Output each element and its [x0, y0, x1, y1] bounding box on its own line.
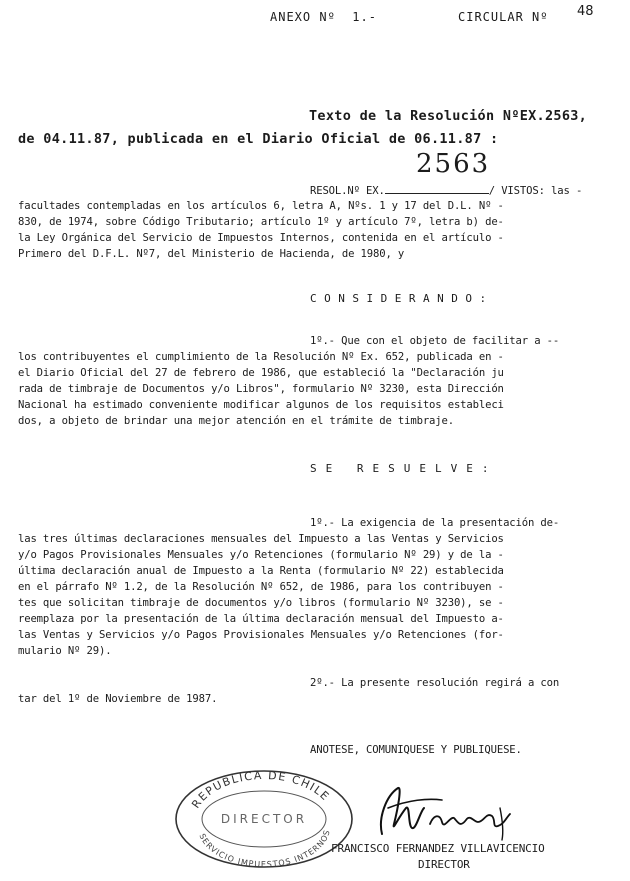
- considerando-line: los contribuyentes el cumplimiento de la Resolución Nº Ex. 652, publicada en -: [18, 351, 504, 363]
- resuelve-p1-line: última declaración anual de Impuesto a la Renta (formulario Nº 22) establecida: [18, 565, 504, 577]
- considerando-line: rada de timbraje de Documentos y/o Libros", formulario Nº 3230, esta Dirección: [18, 383, 504, 395]
- title-line-2: de 04.11.87, publicada en el Diario Oficial de 06.11.87 :: [18, 131, 499, 147]
- resuelve-p1-line: las Ventas y Servicios y/o Pagos Provisionales Mensuales y/o Retenciones (for-: [18, 629, 504, 641]
- resuelve-p1-line: reemplaza por la presentación de la última declaración mensual del Impuesto a-: [18, 613, 504, 625]
- annex-label: ANEXO Nº 1.-: [270, 10, 377, 24]
- resuelve-p1-line: mulario Nº 29).: [18, 645, 112, 657]
- resuelve-p1-line: tes que solicitan timbraje de documentos y/o libros (formulario Nº 3230), se -: [18, 597, 504, 609]
- title-line-1: Texto de la Resolución NºEX.2563,: [309, 108, 588, 124]
- considerando-line: dos, a objeto de brindar una mejor atención en el trámite de timbraje.: [18, 415, 454, 427]
- resuelve-p1-line: y/o Pagos Provisionales Mensuales y/o Retenciones (formulario Nº 29) y de la -: [18, 549, 504, 561]
- vistos-line: 830, de 1974, sobre Código Tributario; artículo 1º y artículo 7º, letra b) de-: [18, 216, 504, 228]
- vistos-label: / VISTOS: las -: [488, 185, 583, 197]
- resuelve-p2-first-line: 2º.- La presente resolución regirá a con: [310, 677, 560, 689]
- vistos-first-line: [310, 183, 582, 197]
- considerando-heading: CONSIDERANDO:: [310, 292, 494, 305]
- seal-outer-text: REPUBLICA DE CHILE: [189, 768, 333, 811]
- signatory-name: FRANCISCO FERNANDEZ VILLAVICENCIO: [331, 842, 545, 855]
- se-resuelve-heading: SE RESUELVE:: [310, 462, 498, 475]
- resol-prefix: RESOL.Nº EX.: [310, 185, 385, 197]
- seal-center-text: DIRECTOR: [220, 812, 308, 826]
- signatory-title: DIRECTOR: [418, 858, 470, 871]
- vistos-line: facultades contempladas en los artículos 6, letra A, Nºs. 1 y 17 del D.L. Nº -: [18, 200, 504, 212]
- circular-number: 48: [577, 4, 594, 19]
- closing-formula: ANOTESE, COMUNIQUESE Y PUBLIQUESE.: [310, 744, 522, 756]
- considerando-line: el Diario Oficial del 27 de febrero de 1986, que estableció la "Declaración ju: [18, 367, 504, 379]
- considerando-line: Nacional ha estimado conveniente modificar algunos de los requisitos estableci: [18, 399, 504, 411]
- considerando-first-line: 1º.- Que con el objeto de facilitar a --: [310, 335, 560, 347]
- vistos-line: la Ley Orgánica del Servicio de Impuestos Internos, contenida en el artículo -: [18, 232, 504, 244]
- director-signature: [368, 778, 518, 848]
- resuelve-p1-line: las tres últimas declaraciones mensuales del Impuesto a las Ventas y Servicios: [18, 533, 504, 545]
- resuelve-p2-line: tar del 1º de Noviembre de 1987.: [18, 693, 218, 705]
- official-seal: [172, 765, 356, 869]
- handwritten-resolution-number: 2563: [416, 149, 491, 179]
- svg-text:SERVICIO IMPUESTOS INTERNOS: [197, 829, 331, 869]
- circular-label: CIRCULAR Nº: [458, 10, 549, 24]
- resolution-blank-line: [385, 183, 489, 194]
- seal-bottom-text: SERVICIO IMPUESTOS INTERNOS: [197, 828, 332, 869]
- resuelve-p1-line: en el párrafo Nº 1.2, de la Resolución Nº 652, de 1986, para los contribuyen -: [18, 581, 504, 593]
- vistos-line: Primero del D.F.L. Nº7, del Ministerio de Hacienda, de 1980, y: [18, 248, 405, 260]
- resuelve-p1-first-line: 1º.- La exigencia de la presentación de-: [310, 517, 560, 529]
